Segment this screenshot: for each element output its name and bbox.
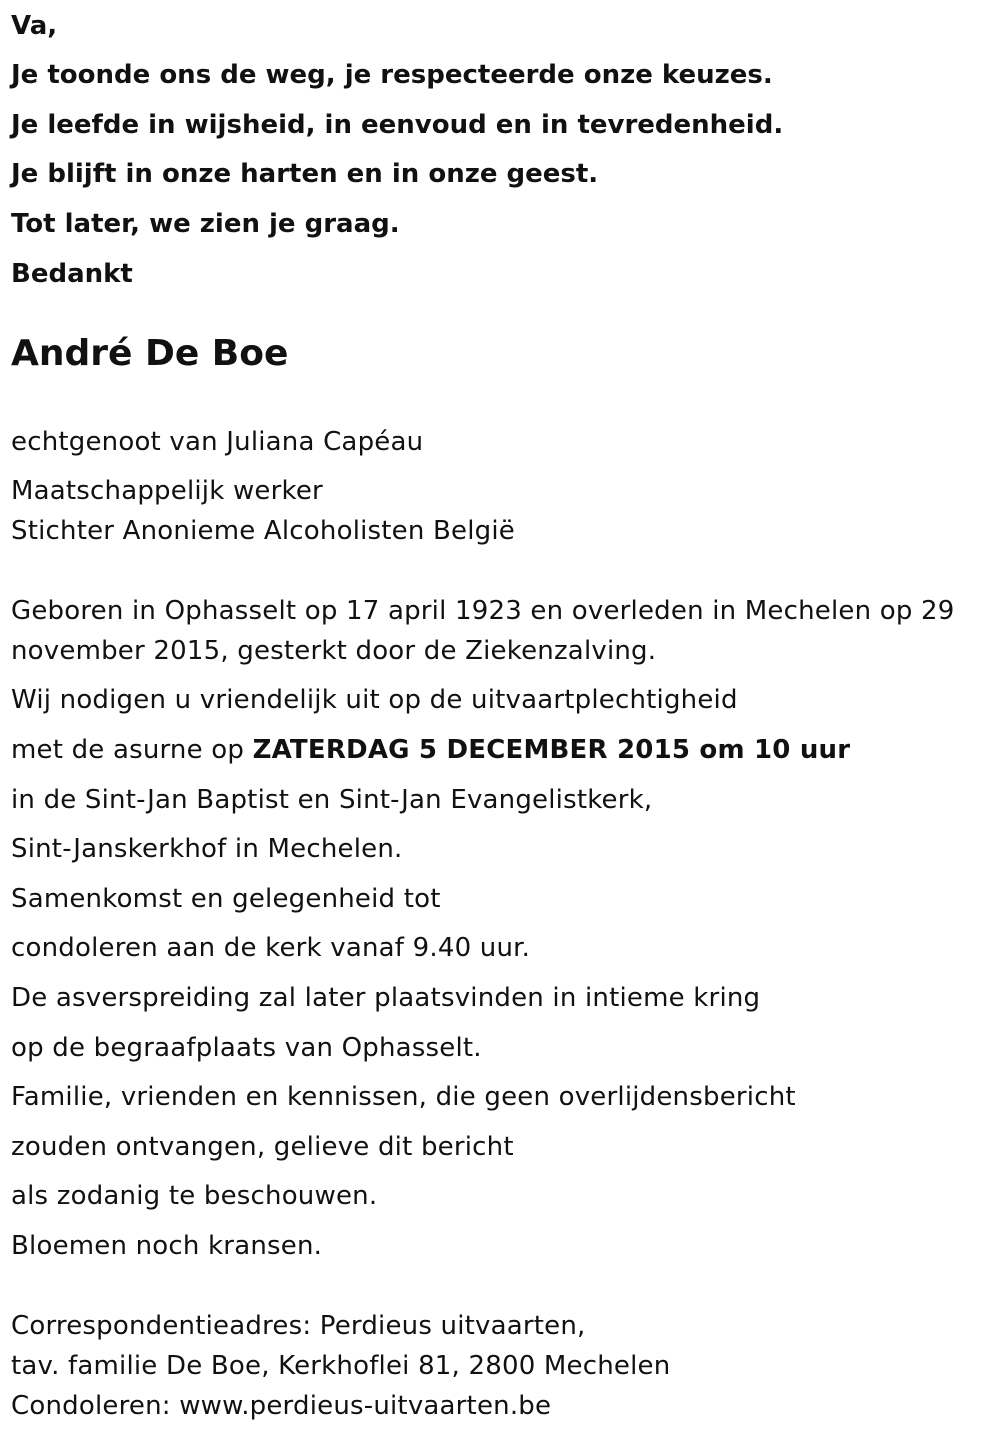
notice-line-1: Familie, vrienden en kennissen, die geen overlijdensbericht xyxy=(11,1082,796,1112)
poem-line-4: Je blijft in onze harten en in onze geest. xyxy=(11,159,599,189)
ashes-line-2: op de begraafplaats van Ophasselt. xyxy=(11,1033,482,1063)
notice-line-3: als zodanig te beschouwen. xyxy=(11,1181,378,1211)
poem-line-3: Je leefde in wijsheid, in eenvoud en in tevredenheid. xyxy=(11,110,784,140)
ceremony-prefix: met de asurne op xyxy=(11,735,253,765)
birth-death-paragraph: Geboren in Ophasselt op 17 april 1923 en overleden in Mechelen op 29 november 2015, gesterkt door de Ziekenzalving. xyxy=(11,596,955,666)
poem-line-2: Je toonde ons de weg, je respecteerde onze keuzes. xyxy=(11,60,773,90)
ceremony-datetime: ZATERDAG 5 DECEMBER 2015 om 10 uur xyxy=(252,735,851,765)
gathering-line-2: condoleren aan de kerk vanaf 9.40 uur. xyxy=(11,933,531,963)
poem-line-6: Bedankt xyxy=(11,259,133,289)
correspondence-line-2: tav. familie De Boe, Kerkhoflei 81, 2800 Mechelen xyxy=(11,1351,671,1381)
ceremony-line xyxy=(11,734,850,766)
gathering-line-1: Samenkomst en gelegenheid tot xyxy=(11,884,441,914)
church-place-line: Sint-Janskerkhof in Mechelen. xyxy=(11,834,403,864)
spouse-line: echtgenoot van Juliana Capéau xyxy=(11,427,424,457)
invitation-line: Wij nodigen u vriendelijk uit op de uitvaartplechtigheid xyxy=(11,685,738,715)
occupation-line: Maatschappelijk werker xyxy=(11,476,323,506)
correspondence-line-1: Correspondentieadres: Perdieus uitvaarten, xyxy=(11,1311,586,1341)
poem-line-5: Tot later, we zien je graag. xyxy=(11,209,400,239)
poem-line-1: Va, xyxy=(11,11,58,41)
flowers-line: Bloemen noch kransen. xyxy=(11,1231,323,1261)
deceased-name: André De Boe xyxy=(11,333,289,374)
founder-line: Stichter Anonieme Alcoholisten België xyxy=(11,516,516,546)
church-line: in de Sint-Jan Baptist en Sint-Jan Evangelistkerk, xyxy=(11,785,653,815)
ashes-line-1: De asverspreiding zal later plaatsvinden in intieme kring xyxy=(11,983,761,1013)
notice-line-2: zouden ontvangen, gelieve dit bericht xyxy=(11,1132,514,1162)
condolences-link[interactable]: Condoleren: www.perdieus-uitvaarten.be xyxy=(11,1391,552,1421)
